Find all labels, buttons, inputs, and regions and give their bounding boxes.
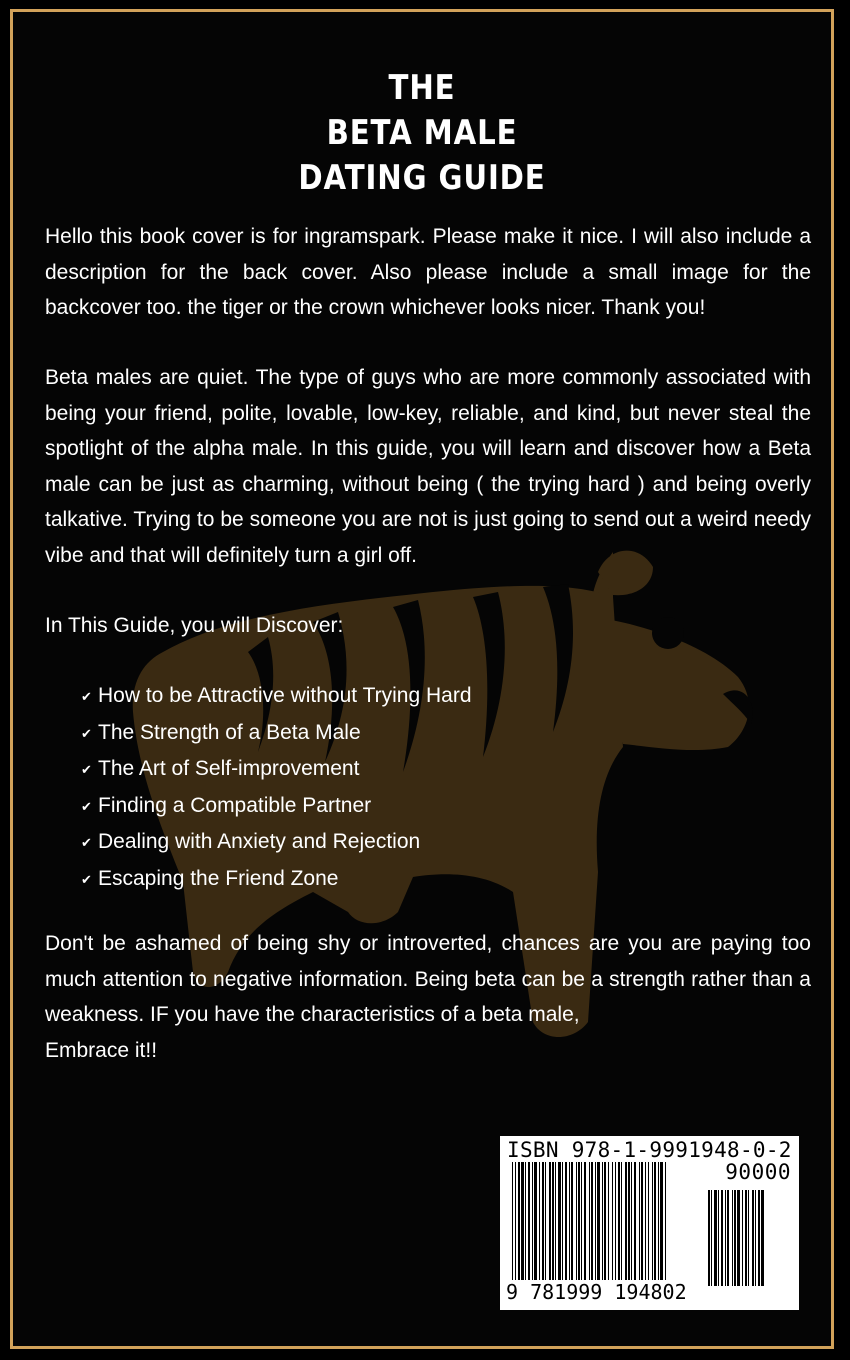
list-item [81, 678, 472, 715]
price-barcode-bars-icon [708, 1190, 788, 1286]
checkmark-icon: ✔ [81, 798, 92, 814]
checkmark-icon: ✔ [81, 835, 92, 850]
price-code: 90000 [725, 1160, 791, 1184]
barcode-bar [654, 1162, 656, 1286]
embrace-text: Embrace it!! [45, 1038, 158, 1062]
closing-paragraph [45, 926, 811, 1068]
list-item-label: Finding a Compatible Partner [98, 793, 372, 817]
barcode-bar [545, 1162, 546, 1286]
barcode-bar [602, 1162, 603, 1286]
list-item-label: The Strength of a Beta Male [98, 720, 361, 744]
checkmark-icon: ✔ [81, 871, 92, 887]
barcode-bar [615, 1162, 616, 1286]
barcode-bar [552, 1162, 554, 1286]
discover-heading: In This Guide, you will Discover: [45, 614, 344, 637]
list-item-label: Escaping the Friend Zone [98, 866, 339, 890]
barcode-bar [708, 1190, 710, 1286]
book-title [70, 66, 773, 201]
barcode-bar [534, 1162, 537, 1286]
barcode-bar [521, 1162, 524, 1286]
barcode-bar [755, 1190, 756, 1286]
barcode-bar [539, 1162, 540, 1286]
back-cover [10, 9, 834, 1349]
barcode-bar [748, 1190, 749, 1286]
barcode-bar [512, 1162, 513, 1286]
barcode-bar [761, 1190, 764, 1286]
list-item [81, 715, 472, 752]
barcode-bar [562, 1162, 563, 1286]
intro-paragraph: Beta males are quiet. The type of guys who are more commonly associated with being your friend, polite, lovable, low-key, reliable, and kind, but never steal the spotlight of the alpha male. In this guide, you will learn and discover how a Beta male can be just as charming, without being ( the trying hard ) and being overly talkative. Trying to be someone you are not is just going to send out a weird needy vibe and that will definitely turn a girl off. [45, 366, 811, 567]
barcode-bar [608, 1162, 609, 1286]
barcode-bar [555, 1162, 556, 1286]
barcode-bar [732, 1190, 733, 1286]
barcode-bar [571, 1162, 573, 1286]
barcode-bar [725, 1190, 726, 1286]
barcode-bar [515, 1162, 516, 1286]
barcode-bar [612, 1162, 613, 1286]
barcode-bar [558, 1162, 561, 1286]
checkmark-icon: ✔ [81, 725, 92, 741]
list-item-label: The Art of Self-improvement [98, 757, 360, 780]
barcode-bar [658, 1162, 659, 1286]
barcode-bar [758, 1190, 760, 1286]
barcode-bar [742, 1190, 743, 1286]
checkmark-icon: ✔ [81, 689, 92, 704]
barcode-bar [634, 1162, 636, 1286]
checkmark-icon: ✔ [81, 762, 92, 777]
barcode-bar [625, 1162, 627, 1286]
list-item-label: How to be Attractive without Trying Hard [98, 684, 472, 707]
barcode-bar [648, 1162, 649, 1286]
list-item [81, 751, 472, 788]
barcode-bar [621, 1162, 622, 1286]
title-line-3: DATING GUIDE [298, 158, 546, 198]
barcode-bar [518, 1162, 520, 1286]
barcode-bar [711, 1190, 712, 1286]
barcode-bar [595, 1162, 596, 1286]
barcode-bar [584, 1162, 586, 1286]
barcode-bar [525, 1162, 526, 1286]
barcode-bar [752, 1190, 754, 1286]
barcode-bar [727, 1190, 729, 1286]
barcode-bar [641, 1162, 643, 1286]
barcode-bar [718, 1190, 719, 1286]
barcode-bar [734, 1190, 736, 1286]
barcode-bar [591, 1162, 593, 1286]
barcode-bar [569, 1162, 570, 1286]
barcode-bar [660, 1162, 663, 1286]
barcode-bar [652, 1162, 653, 1286]
barcode-bar [737, 1190, 740, 1286]
isbn-barcode [500, 1136, 799, 1310]
barcode-bar [665, 1162, 666, 1286]
list-item [81, 861, 472, 898]
barcode-bar [639, 1162, 640, 1286]
barcode-bar [628, 1162, 630, 1286]
title-line-1: THE [388, 68, 456, 108]
list-item [81, 788, 472, 825]
closing-text: Don't be ashamed of being shy or introverted, chances are you are paying too much attention to negative information. Being beta can be a strength rather than a weakness. IF you have the characteristics of a beta male, [45, 932, 811, 1026]
barcode-bar [597, 1162, 600, 1286]
barcode-bar [745, 1190, 747, 1286]
barcode-bar [721, 1190, 723, 1286]
barcode-bar [581, 1162, 582, 1286]
barcode-bar [645, 1162, 646, 1286]
barcode-bar [576, 1162, 577, 1286]
barcode-bar [532, 1162, 533, 1286]
barcode-bar [589, 1162, 590, 1286]
barcode-bar [528, 1162, 530, 1286]
barcode-bars-icon [512, 1162, 692, 1286]
barcode-bar [578, 1162, 580, 1286]
barcode-bar [618, 1162, 620, 1286]
isbn-label: ISBN 978-1-9991948-0-2 [507, 1138, 792, 1162]
discover-list [81, 678, 472, 897]
list-item [81, 824, 472, 861]
title-line-2: BETA MALE [326, 113, 518, 153]
barcode-digits: 9 781999 194802 [506, 1280, 687, 1304]
barcode-bar [542, 1162, 544, 1286]
list-item-label: Dealing with Anxiety and Rejection [98, 830, 421, 853]
barcode-bar [604, 1162, 606, 1286]
barcode-bar [714, 1190, 717, 1286]
note-paragraph: Hello this book cover is for ingramspark. Please make it nice. I will also include a description for the back cover. Also please include a small image for the backcover too. the tiger or the crown whichever looks nicer. Thank you! [45, 225, 811, 319]
barcode-bar [631, 1162, 632, 1286]
barcode-bar [565, 1162, 567, 1286]
barcode-bar [549, 1162, 551, 1286]
